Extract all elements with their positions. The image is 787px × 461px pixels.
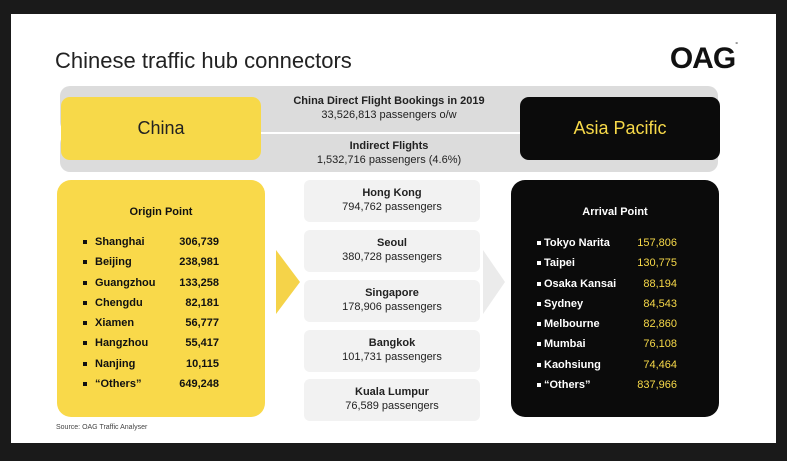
page-title: Chinese traffic hub connectors (55, 48, 352, 73)
hub-name: Hong Kong (362, 187, 422, 199)
arrival-city: Tokyo Narita (544, 237, 610, 249)
hub-card (304, 180, 480, 222)
chevron-right-icon (483, 250, 505, 314)
origin-city: Beijing (95, 256, 132, 269)
arrival-point-panel (511, 180, 719, 417)
arrival-passengers: 84,543 (643, 297, 677, 310)
hub-passengers: 794,762 passengers (342, 201, 442, 213)
arrival-city: Kaohsiung (544, 358, 601, 371)
arrival-city: Sydney (544, 297, 584, 310)
bullet-icon (537, 282, 541, 286)
origin-point-panel (57, 180, 265, 417)
destination-region-label: Asia Pacific (520, 97, 720, 160)
arrival-row (511, 379, 719, 399)
bullet-icon (83, 382, 87, 386)
arrival-passengers: 130,775 (637, 257, 677, 270)
origin-row (57, 277, 265, 297)
origin-city: Nanjing (95, 357, 136, 370)
hub-passengers: 380,728 passengers (342, 251, 442, 263)
hub-name: Seoul (377, 237, 407, 249)
bullet-icon (537, 302, 541, 306)
arrival-point-title: Arrival Point (582, 206, 648, 218)
origin-city: Shanghai (95, 236, 145, 248)
origin-passengers: 10,115 (185, 357, 219, 370)
origin-region-label: China (61, 97, 261, 160)
hub-name: Kuala Lumpur (355, 386, 429, 398)
arrival-row (511, 298, 719, 318)
arrival-row (511, 237, 719, 257)
origin-city: “Others” (95, 378, 142, 391)
bullet-icon (537, 261, 541, 265)
hub-card (304, 230, 480, 272)
chevron-right-icon (276, 250, 300, 314)
hub-passengers: 101,731 passengers (342, 351, 442, 363)
arrival-city: Osaka Kansai (544, 277, 617, 290)
arrival-passengers: 88,194 (643, 277, 677, 290)
arrival-row (511, 359, 719, 379)
origin-passengers: 133,258 (179, 276, 219, 289)
bullet-icon (537, 322, 541, 326)
arrival-passengers: 837,966 (637, 379, 677, 392)
origin-row (57, 297, 265, 317)
arrival-row (511, 278, 719, 298)
hub-card (304, 379, 480, 421)
bullet-icon (83, 260, 87, 264)
origin-row (57, 358, 265, 378)
origin-city: Chengdu (95, 296, 143, 309)
hub-passengers: 76,589 passengers (345, 400, 439, 412)
hub-passengers: 178,906 passengers (342, 301, 442, 313)
bullet-icon (537, 342, 541, 346)
hub-name: Singapore (365, 287, 419, 299)
bullet-icon (537, 363, 541, 367)
origin-row (57, 236, 265, 256)
source-note: Source: OAG Traffic Analyser (56, 424, 148, 431)
hub-name: Bangkok (368, 337, 416, 349)
bullet-icon (537, 241, 541, 245)
arrival-city: Mumbai (544, 338, 586, 351)
arrival-row (511, 338, 719, 358)
origin-row (57, 337, 265, 357)
arrival-passengers: 157,806 (637, 237, 677, 249)
arrival-passengers: 82,860 (643, 318, 677, 331)
logo-mark: ° (735, 42, 737, 49)
hub-card (304, 330, 480, 372)
arrival-city: Melbourne (544, 318, 600, 331)
bullet-icon (83, 341, 87, 345)
indirect-flights-value: 1,532,716 passengers (4.6%) (316, 154, 462, 166)
indirect-flights-heading: Indirect Flights (349, 140, 429, 152)
hub-card (304, 280, 480, 322)
origin-city: Guangzhou (95, 276, 156, 289)
bullet-icon (83, 362, 87, 366)
arrival-passengers: 76,108 (643, 338, 677, 351)
oag-logo (670, 42, 737, 76)
bullet-icon (83, 240, 87, 244)
origin-passengers: 55,417 (185, 337, 219, 350)
arrival-passengers: 74,464 (643, 358, 677, 371)
bullet-icon (83, 321, 87, 325)
bullet-icon (83, 281, 87, 285)
arrival-row (511, 318, 719, 338)
origin-passengers: 56,777 (185, 317, 219, 330)
origin-row (57, 317, 265, 337)
origin-passengers: 82,181 (185, 296, 219, 309)
bullet-icon (537, 383, 541, 387)
origin-city: Hangzhou (95, 337, 149, 350)
arrival-city: Taipei (544, 257, 575, 270)
origin-passengers: 649,248 (179, 378, 219, 391)
origin-row (57, 378, 265, 398)
arrival-row (511, 257, 719, 277)
direct-bookings-value: 33,526,813 passengers o/w (321, 109, 457, 121)
logo-text: OAG (669, 42, 736, 75)
origin-city: Xiamen (95, 317, 135, 330)
origin-point-title: Origin Point (129, 206, 193, 218)
direct-bookings-heading: China Direct Flight Bookings in 2019 (293, 95, 485, 107)
origin-row (57, 256, 265, 276)
origin-passengers: 238,981 (179, 256, 219, 269)
arrival-city: “Others” (544, 379, 591, 392)
bullet-icon (83, 301, 87, 305)
origin-passengers: 306,739 (179, 236, 219, 248)
